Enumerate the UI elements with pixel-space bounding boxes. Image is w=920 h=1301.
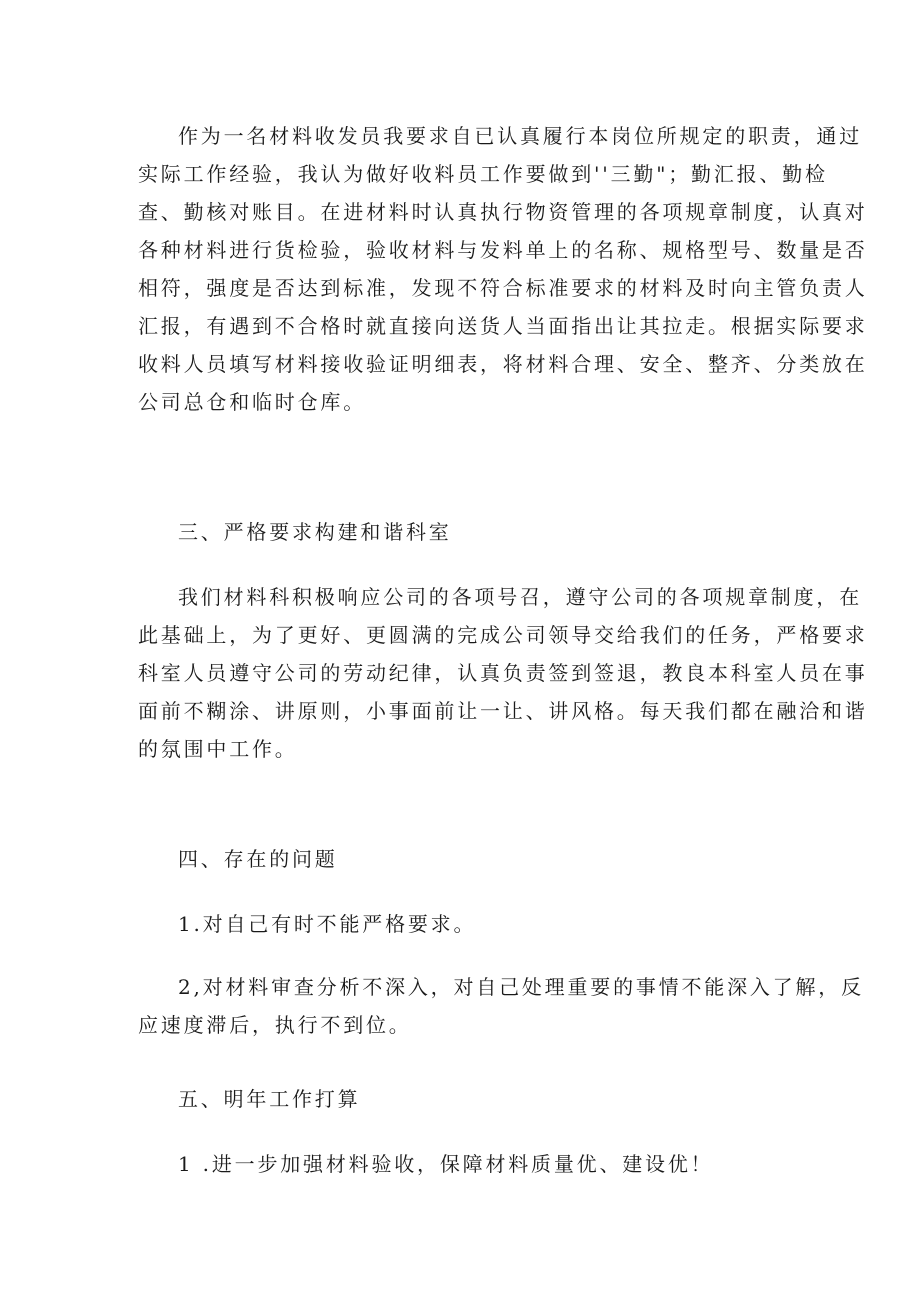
text-line: 收料人员填写材料接收验证明细表，将材料合理、安全、整齐、分类放在: [138, 352, 868, 376]
text-line: 各种材料进行货检验，验收材料与发料单上的名称、规格型号、数量是否: [138, 238, 868, 262]
section-heading-next-year-plan: [138, 1080, 783, 1118]
text-line: 汇报，有遇到不合格时就直接向送货人当面指出让其拉走。根据实际要求: [138, 314, 868, 338]
text-line: 的氛围中工作。: [138, 737, 298, 761]
text-line: 相符，强度是否达到标准，发现不符合标准要求的材料及时向主管负责人: [138, 276, 868, 300]
plan-item-1: [138, 1145, 783, 1183]
text-line: 查、勤核对账目。在进材料时认真执行物资管理的各项规章制度，认真对: [138, 200, 868, 224]
paragraph-material-duties: [138, 117, 868, 421]
text-line: 实际工作经验，我认为做好收料员工作要做到''三勤"；勤汇报、勤检: [138, 162, 828, 186]
problem-item-1: [138, 905, 783, 943]
section-heading: 三、严格要求构建和谐科室: [178, 520, 452, 544]
list-item: 1 .进一步加强材料验收，保障材料质量优、建设优！: [178, 1152, 714, 1176]
text-line: 科室人员遵守公司的劳动纪律，认真负责签到签退，教良本科室人员在事: [138, 661, 868, 685]
text-line: 面前不糊涂、讲原则，小事面前让一让、讲风格。每天我们都在融洽和谐: [138, 699, 868, 723]
section-heading: 五、明年工作打算: [178, 1087, 361, 1111]
text-line: 作为一名材料收发员我要求自已认真履行本岗位所规定的职责，通过: [178, 124, 862, 148]
list-item: 1.对自己有时不能严格要求。: [178, 912, 477, 936]
text-line: 此基础上，为了更好、更圆满的完成公司领导交给我们的任务，严格要求: [138, 623, 868, 647]
text-line: 公司总仓和临时仓库。: [138, 390, 366, 414]
text-line: 我们材料科积极响应公司的各项号召，遵守公司的各项规章制度，在: [178, 585, 862, 609]
paragraph-office-discipline: [138, 578, 868, 768]
text-line: 2,对材料审查分析不深入，对自己处理重要的事情不能深入了解，反: [178, 975, 864, 999]
section-heading-problems: [138, 840, 783, 878]
problem-item-2: [138, 968, 864, 1044]
section-heading-harmonious-office: [138, 513, 783, 551]
text-line: 应速度滞后，执行不到位。: [138, 1013, 412, 1037]
section-heading: 四、存在的问题: [178, 847, 338, 871]
